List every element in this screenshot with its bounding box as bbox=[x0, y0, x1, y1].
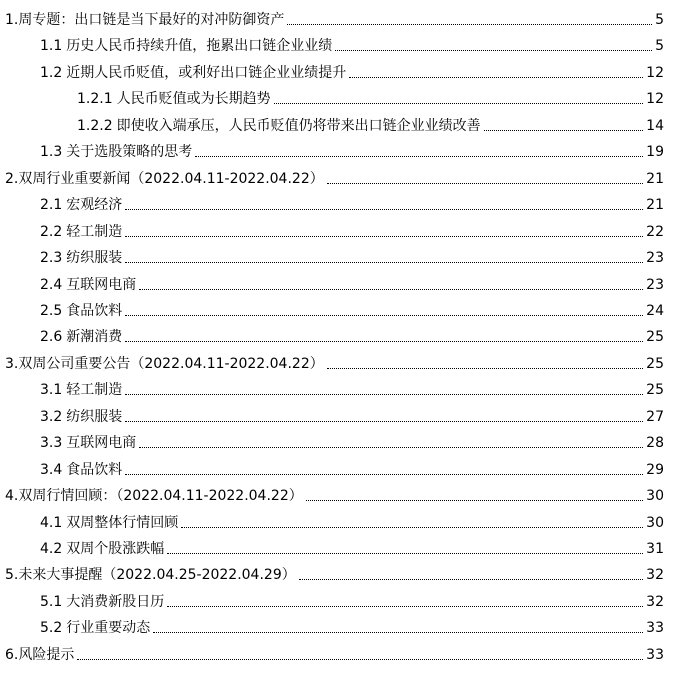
toc-entry-number: 2.3 bbox=[40, 250, 63, 267]
toc-entry-page: 24 bbox=[646, 302, 664, 319]
toc-entry[interactable] bbox=[40, 425, 664, 451]
toc-leader-dots bbox=[287, 23, 652, 25]
toc-entry-number: 3.2 bbox=[40, 408, 63, 425]
toc-entry-title: 轻工制造 bbox=[66, 382, 123, 399]
toc-entry-page: 23 bbox=[646, 250, 664, 267]
toc-entry[interactable] bbox=[40, 293, 664, 319]
toc-entry-number: 5. bbox=[5, 567, 19, 584]
toc-entry[interactable] bbox=[40, 452, 664, 478]
toc-entry-page: 25 bbox=[646, 355, 664, 372]
toc-leader-dots bbox=[327, 367, 643, 369]
toc-leader-dots bbox=[77, 658, 643, 660]
toc-leader-dots bbox=[125, 314, 643, 316]
toc-entry-title: 近期人民币贬值，或利好出口链企业业绩提升 bbox=[66, 64, 347, 81]
toc-entry[interactable] bbox=[5, 478, 664, 504]
toc-entry-title: 纺织服装 bbox=[66, 250, 123, 267]
toc-entry-page: 28 bbox=[646, 435, 664, 452]
toc-entry-number: 3. bbox=[5, 355, 19, 372]
toc-leader-dots bbox=[139, 288, 643, 290]
toc-entry-number: 3.1 bbox=[40, 382, 63, 399]
toc-leader-dots bbox=[139, 446, 643, 448]
toc-entry-page: 31 bbox=[646, 541, 664, 557]
toc-entry[interactable] bbox=[40, 319, 664, 345]
toc-entry-title: 轻工制造 bbox=[66, 223, 123, 240]
toc-entry-title: 大消费新股日历 bbox=[66, 593, 165, 610]
toc-entry-title: 行业重要动态 bbox=[66, 620, 151, 637]
toc-entry-number: 6. bbox=[5, 646, 19, 663]
toc-entry[interactable] bbox=[40, 187, 664, 213]
toc-entry-title: 周专题：出口链是当下最好的对冲防御资产 bbox=[18, 12, 285, 28]
toc-leader-dots bbox=[274, 102, 644, 104]
toc-entry-page: 12 bbox=[646, 91, 664, 108]
toc-entry[interactable] bbox=[5, 346, 664, 372]
toc-entry-page: 21 bbox=[646, 170, 664, 187]
toc-entry-page: 25 bbox=[646, 329, 664, 346]
toc-entry-title: 双周个股涨跌幅 bbox=[66, 541, 165, 557]
toc-entry-title: 人民币贬值或为长期趋势 bbox=[116, 91, 271, 108]
toc-leader-dots bbox=[335, 49, 652, 51]
toc-leader-dots bbox=[125, 261, 643, 263]
toc-entry-number: 2.2 bbox=[40, 223, 63, 240]
toc-entry-title: 互联网电商 bbox=[66, 276, 137, 293]
toc-entry-number: 2. bbox=[5, 170, 19, 187]
toc-entry[interactable] bbox=[5, 557, 664, 583]
toc-entry-title: 双周整体行情回顾 bbox=[66, 514, 179, 531]
toc-entry[interactable] bbox=[40, 240, 664, 266]
toc-entry-number: 4. bbox=[5, 488, 19, 505]
toc-leader-dots bbox=[167, 552, 643, 554]
toc-entry[interactable] bbox=[40, 372, 664, 398]
toc-entry-page: 32 bbox=[646, 567, 664, 584]
toc-entry-title: 即使收入端承压，人民币贬值仍将带来出口链企业业绩改善 bbox=[116, 117, 481, 134]
toc-entry-page: 25 bbox=[646, 382, 664, 399]
toc-entry[interactable] bbox=[77, 81, 664, 107]
toc-entry[interactable] bbox=[40, 134, 664, 160]
toc-entry-page: 5 bbox=[655, 12, 664, 28]
toc-entry-title: 互联网电商 bbox=[66, 435, 137, 452]
toc-entry-number: 5.2 bbox=[40, 620, 63, 637]
toc-entry-number: 1.3 bbox=[40, 144, 63, 161]
toc-entry-number: 1.2.1 bbox=[77, 91, 113, 108]
toc-entry[interactable] bbox=[40, 267, 664, 293]
toc-entry[interactable] bbox=[40, 214, 664, 240]
toc-leader-dots bbox=[306, 499, 643, 501]
toc-entry[interactable] bbox=[40, 505, 664, 531]
toc-entry-number: 5.1 bbox=[40, 593, 63, 610]
toc-leader-dots bbox=[195, 155, 643, 157]
toc-entry-number: 3.4 bbox=[40, 461, 63, 478]
toc-entry-title: 历史人民币持续升值，拖累出口链企业业绩 bbox=[66, 38, 333, 55]
toc-entry[interactable] bbox=[40, 28, 664, 54]
toc-entry-number: 1.1 bbox=[40, 38, 63, 55]
toc-entry-number: 2.1 bbox=[40, 197, 63, 214]
toc-leader-dots bbox=[125, 208, 643, 210]
toc-entry-page: 12 bbox=[646, 64, 664, 81]
toc-entry[interactable] bbox=[40, 610, 664, 636]
toc-entry-title: 双周行情回顾：（2022.04.11-2022.04.22） bbox=[18, 488, 303, 505]
toc-entry[interactable] bbox=[5, 637, 664, 663]
toc-entry-page: 30 bbox=[646, 488, 664, 505]
toc-entry-title: 宏观经济 bbox=[66, 197, 123, 214]
toc-entry[interactable] bbox=[40, 584, 664, 610]
toc-entry-number: 2.6 bbox=[40, 329, 63, 346]
toc-entry-page: 27 bbox=[646, 408, 664, 425]
toc-entry-page: 5 bbox=[655, 38, 664, 55]
toc-entry-page: 19 bbox=[646, 144, 664, 161]
toc-entry-title: 食品饮料 bbox=[66, 461, 123, 478]
toc-leader-dots bbox=[125, 235, 643, 237]
toc-entry-number: 1.2 bbox=[40, 64, 63, 81]
toc-leader-dots bbox=[349, 76, 643, 78]
toc-entry-page: 23 bbox=[646, 276, 664, 293]
toc-entry-title: 纺织服装 bbox=[66, 408, 123, 425]
toc-leader-dots bbox=[299, 578, 643, 580]
toc-entry-number: 4.2 bbox=[40, 541, 63, 557]
toc-entry-number: 1. bbox=[5, 12, 19, 28]
toc-leader-dots bbox=[125, 420, 643, 422]
toc-entry-number: 1.2.2 bbox=[77, 117, 113, 134]
toc-entry-page: 33 bbox=[646, 646, 664, 663]
toc-entry-title: 双周行业重要新闻（2022.04.11-2022.04.22） bbox=[18, 170, 324, 187]
toc-entry[interactable] bbox=[40, 399, 664, 425]
toc-entry-title: 食品饮料 bbox=[66, 302, 123, 319]
toc-entry[interactable] bbox=[40, 531, 664, 557]
toc-entry-title: 未来大事提醒（2022.04.25-2022.04.29） bbox=[18, 567, 296, 584]
toc-entry[interactable] bbox=[40, 55, 664, 81]
toc-entry-page: 22 bbox=[646, 223, 664, 240]
toc-entry-page: 21 bbox=[646, 197, 664, 214]
toc-entry-title: 双周公司重要公告（2022.04.11-2022.04.22） bbox=[18, 355, 324, 372]
toc-leader-dots bbox=[484, 129, 644, 131]
toc-entry[interactable] bbox=[77, 108, 664, 134]
toc-entry-number: 2.5 bbox=[40, 302, 63, 319]
toc-leader-dots bbox=[153, 631, 643, 633]
toc-entry[interactable] bbox=[5, 2, 664, 28]
toc-leader-dots bbox=[327, 182, 643, 184]
toc-entry-title: 关于选股策略的思考 bbox=[66, 144, 193, 161]
toc-entry-page: 29 bbox=[646, 461, 664, 478]
toc-entry[interactable] bbox=[5, 161, 664, 187]
toc-entry-number: 3.3 bbox=[40, 435, 63, 452]
toc-entry-page: 14 bbox=[646, 117, 664, 134]
toc-leader-dots bbox=[125, 340, 643, 342]
toc-entry-page: 32 bbox=[646, 593, 664, 610]
toc-entry-number: 4.1 bbox=[40, 514, 63, 531]
toc-entry-page: 30 bbox=[646, 514, 664, 531]
toc-entry-page: 33 bbox=[646, 620, 664, 637]
toc-leader-dots bbox=[181, 526, 643, 528]
toc-leader-dots bbox=[167, 605, 643, 607]
toc-entry-number: 2.4 bbox=[40, 276, 63, 293]
toc-entry-title: 新潮消费 bbox=[66, 329, 123, 346]
toc-entry-title: 风险提示 bbox=[18, 646, 75, 663]
toc-leader-dots bbox=[125, 473, 643, 475]
toc-leader-dots bbox=[125, 393, 643, 395]
